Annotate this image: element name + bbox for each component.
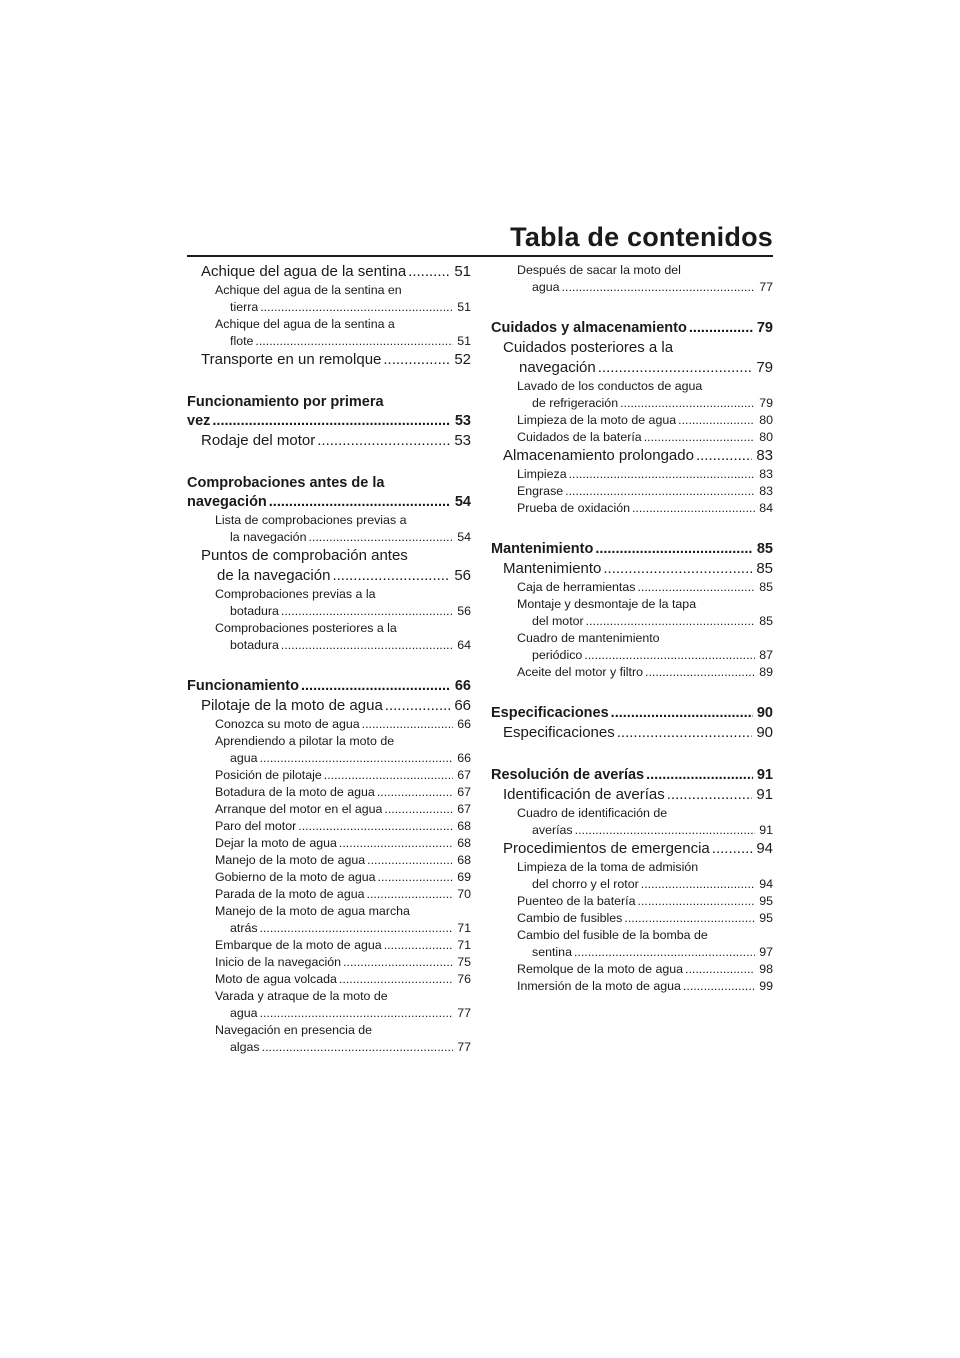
toc-page-number: 51 [454,263,471,280]
toc-page-number: 67 [457,785,471,799]
toc-page-number: 83 [756,447,773,464]
toc-entry[interactable] [489,859,773,893]
toc-entry[interactable] [187,903,471,937]
toc-entry[interactable] [489,785,773,805]
toc-entry-title: botadura [230,638,279,652]
toc-entry-title: Conozca su moto de agua [215,717,360,731]
toc-page-number: 91 [756,786,773,803]
toc-entry-title: Cambio de fusibles [517,911,623,925]
toc-entry-title: Cuidados y almacenamiento [491,320,687,336]
toc-entry-title: del motor [532,614,584,628]
toc-page-number: 83 [759,467,773,481]
toc-page-number: 95 [759,911,773,925]
dot-leader [617,723,753,743]
toc-entry[interactable] [489,500,773,517]
toc-entry[interactable] [187,620,471,654]
dot-leader [367,886,454,903]
toc-page-number: 66 [454,678,471,694]
toc-entry-title: Comprobaciones antes de la [187,475,385,491]
dot-leader [667,785,753,805]
toc-page-number: 79 [756,359,773,376]
toc-page-number: 99 [759,979,773,993]
toc-entry[interactable] [187,886,471,903]
toc-page-number: 71 [457,938,471,952]
toc-entry-title: atrás [230,921,258,935]
dot-leader [641,876,755,893]
toc-entry[interactable] [187,835,471,852]
toc-entry[interactable] [489,893,773,910]
dot-leader [696,446,752,466]
dot-leader [260,920,454,937]
toc-entry-title: Achique del agua de la sentina [201,263,407,280]
toc-entry-title: Inmersión de la moto de agua [517,979,681,993]
toc-entry[interactable] [187,1022,471,1056]
toc-entry[interactable] [187,767,471,784]
toc-entry[interactable] [489,559,773,579]
toc-entry[interactable] [187,869,471,886]
toc-page-number: 85 [756,541,773,557]
toc-page-number: 87 [759,648,773,662]
toc-entry-title: Cuadro de identificación de [517,806,668,820]
dot-leader [611,704,753,723]
toc-page-number: 51 [457,300,471,314]
toc-entry[interactable] [489,630,773,664]
toc-entry-title: Varada y atraque de la moto de [215,989,388,1003]
toc-entry-title: Posición de pilotaje [215,768,322,782]
toc-page-number: 68 [457,836,471,850]
dot-leader [298,818,453,835]
toc-entry[interactable] [489,378,773,412]
toc-entry[interactable] [489,262,773,296]
dot-leader [377,784,453,801]
toc-page-number: 53 [454,432,471,449]
toc-page-number: 75 [457,955,471,969]
toc-page-number: 94 [756,840,773,857]
toc-entry-title: Cuadro de mantenimiento [517,631,660,645]
toc-entry-title: Arranque del motor en el agua [215,802,383,816]
dot-leader [339,835,453,852]
toc-page-number: 91 [759,823,773,837]
toc-entry[interactable] [187,852,471,869]
toc-entry-title: agua [230,1006,258,1020]
toc-entry[interactable] [489,723,773,743]
toc-entry[interactable] [187,696,471,716]
dot-leader [269,493,451,512]
dot-leader [378,869,454,886]
toc-entry-title: Mantenimiento [503,560,602,577]
dot-leader [595,540,753,559]
toc-page-number: 79 [759,396,773,410]
toc-entry-title: Navegación en presencia de [215,1023,373,1037]
dot-leader [598,358,753,378]
toc-page-number: 97 [759,945,773,959]
dot-leader [565,483,755,500]
toc-page-number: 56 [454,567,471,584]
toc-entry[interactable] [489,466,773,483]
toc-entry-title: Montaje y desmontaje de la tapa [517,597,697,611]
toc-entry[interactable] [489,766,773,785]
dot-leader [712,839,753,859]
dot-leader [385,696,451,716]
toc-page-number: 66 [457,751,471,765]
toc-entry[interactable] [187,431,471,451]
toc-entry[interactable] [187,937,471,954]
toc-entry[interactable] [489,596,773,630]
toc-entry-title: navegación [519,359,596,376]
toc-column-left [187,262,471,1056]
dot-leader [685,961,755,978]
toc-entry-title: sentina [532,945,572,959]
toc-page-number: 70 [457,887,471,901]
toc-page-number: 66 [457,717,471,731]
toc-entry-title: de la navegación [217,567,331,584]
toc-entry[interactable] [187,350,471,370]
toc-entry[interactable] [187,474,471,512]
toc-page-number: 77 [457,1040,471,1054]
toc-entry-title: Almacenamiento prolongado [503,447,694,464]
toc-page-number: 67 [457,802,471,816]
toc-entry-title: agua [532,280,560,294]
dot-leader [624,910,755,927]
toc-entry-title: Procedimientos de emergencia [503,840,710,857]
dot-leader [632,500,755,517]
toc-page-number: 80 [759,430,773,444]
toc-page-number: 76 [457,972,471,986]
toc-entry-title: Paro del motor [215,819,297,833]
toc-entry-title: Aceite del motor y filtro [517,665,644,679]
toc-entry-title: Gobierno de la moto de agua [215,870,376,884]
toc-entry[interactable] [489,910,773,927]
toc-entry-title: Especificaciones [503,724,615,741]
dot-leader [683,978,755,995]
dot-leader [362,716,454,733]
toc-page-number: 85 [759,614,773,628]
toc-page-number: 94 [759,877,773,891]
page-title: Tabla de contenidos [510,222,773,252]
toc-entry-title: Cuidados posteriores a la [503,339,674,356]
toc-entry[interactable] [489,319,773,338]
toc-page-number: 90 [756,724,773,741]
toc-entry-title: la navegación [230,530,307,544]
toc-entry-title: Puntos de comprobación antes [201,547,408,564]
toc-entry-title: botadura [230,604,279,618]
toc-entry[interactable] [187,393,471,431]
dot-leader [638,893,756,910]
dot-leader [317,431,450,451]
dot-leader [620,395,755,412]
dot-leader [324,767,453,784]
toc-entry-title: Cuidados de la batería [517,430,642,444]
toc-page-number: 85 [756,560,773,577]
toc-entry[interactable] [187,801,471,818]
toc-entry-title: Dejar la moto de agua [215,836,337,850]
toc-entry-title: algas [230,1040,260,1054]
toc-entry[interactable] [187,784,471,801]
toc-entry[interactable] [489,412,773,429]
toc-entry-title: tierra [230,300,259,314]
toc-page-number: 69 [457,870,471,884]
toc-entry[interactable] [489,961,773,978]
dot-leader [646,766,753,785]
toc-entry-title: Comprobaciones previas a la [215,587,376,601]
toc-entry-title: Moto de agua volcada [215,972,337,986]
toc-page-number: 54 [454,494,471,510]
toc-page-number: 80 [759,413,773,427]
toc-entry-title: Achique del agua de la sentina a [215,317,395,331]
toc-entry[interactable] [187,512,471,546]
toc-page-number: 66 [454,697,471,714]
toc-page-number: 89 [759,665,773,679]
dot-leader [260,299,453,316]
toc-entry-title: Achique del agua de la sentina en [215,283,402,297]
toc-page-number: 77 [759,280,773,294]
toc-entry[interactable] [187,988,471,1022]
toc-page-number: 68 [457,853,471,867]
toc-entry-title: Limpieza de la toma de admisión [517,860,699,874]
dot-leader [212,412,450,431]
dot-leader [575,822,756,839]
dot-leader [637,579,755,596]
toc-entry[interactable] [187,733,471,767]
toc-entry-title: Aprendiendo a pilotar la moto de [215,734,395,748]
toc-entry-title: Engrase [517,484,564,498]
toc-entry[interactable] [489,704,773,723]
toc-page-number: 77 [457,1006,471,1020]
dot-leader [383,350,450,370]
dot-leader [384,937,454,954]
toc-column-right [489,262,773,995]
toc-entry-title: de refrigeración [532,396,619,410]
toc-entry-title: Pilotaje de la moto de agua [201,697,383,714]
toc-entry[interactable] [187,316,471,350]
toc-page-number: 91 [756,767,773,783]
toc-entry-title: Después de sacar la moto del [517,263,681,277]
toc-page-number: 53 [454,413,471,429]
dot-leader [645,664,755,681]
toc-entry-title: vez [187,413,211,429]
toc-entry-title: Funcionamiento por primera [187,394,384,410]
toc-entry[interactable] [489,429,773,446]
toc-entry[interactable] [489,540,773,559]
toc-entry[interactable] [187,546,471,586]
dot-leader [689,319,753,338]
toc-entry[interactable] [489,446,773,466]
toc-entry-title: Inicio de la navegación [215,955,342,969]
toc-entry[interactable] [187,586,471,620]
toc-entry[interactable] [489,483,773,500]
toc-entry-title: Lista de comprobaciones previas a [215,513,407,527]
toc-entry-title: averías [532,823,573,837]
toc-entry-title: Limpieza [517,467,567,481]
toc-entry-title: Caja de herramientas [517,580,636,594]
toc-entry[interactable] [187,716,471,733]
toc-page-number: 95 [759,894,773,908]
toc-entry[interactable] [187,818,471,835]
toc-entry-title: flote [230,334,254,348]
dot-leader [260,750,454,767]
toc-page-number: 52 [454,351,471,368]
toc-entry[interactable] [187,677,471,696]
dot-leader [574,944,755,961]
toc-entry[interactable] [489,338,773,378]
toc-entry-title: Comprobaciones posteriores a la [215,621,397,635]
toc-page-number: 68 [457,819,471,833]
toc-page-number: 84 [759,501,773,515]
dot-leader [644,429,756,446]
toc-entry-title: Funcionamiento [187,678,299,694]
toc-entry[interactable] [489,805,773,839]
dot-leader [584,647,755,664]
toc-page-number: 98 [759,962,773,976]
toc-entry-title: del chorro y el rotor [532,877,639,891]
toc-entry-title: Manejo de la moto de agua [215,853,366,867]
toc-entry-title: Remolque de la moto de agua [517,962,684,976]
toc-entry-title: Prueba de oxidación [517,501,630,515]
toc-entry-title: Parada de la moto de agua [215,887,365,901]
dot-leader [343,954,453,971]
title-divider [187,255,773,257]
toc-entry-title: Limpieza de la moto de agua [517,413,677,427]
toc-entry-title: Puenteo de la batería [517,894,636,908]
toc-entry[interactable] [489,978,773,995]
toc-entry-title: Especificaciones [491,705,609,721]
toc-entry-title: Embarque de la moto de agua [215,938,382,952]
toc-entry[interactable] [489,664,773,681]
toc-entry-title: Manejo de la moto de agua marcha [215,904,410,918]
toc-page-number: 79 [756,320,773,336]
toc-page-number: 83 [759,484,773,498]
dot-leader [562,279,756,296]
toc-page-number: 71 [457,921,471,935]
toc-entry[interactable] [187,262,471,282]
toc-page-number: 90 [756,705,773,721]
toc-entry-title: Resolución de averías [491,767,645,783]
toc-entry-title: navegación [187,494,267,510]
dot-leader [569,466,756,483]
toc-page-number: 67 [457,768,471,782]
dot-leader [339,971,453,988]
dot-leader [678,412,755,429]
toc-entry[interactable] [187,954,471,971]
toc-entry-title: Lavado de los conductos de agua [517,379,703,393]
toc-page-number: 85 [759,580,773,594]
toc-page-number: 54 [457,530,471,544]
toc-entry[interactable] [187,971,471,988]
toc-entry[interactable] [187,282,471,316]
dot-leader [603,559,752,579]
dot-leader [586,613,756,630]
dot-leader [262,1039,454,1056]
dot-leader [332,566,450,586]
dot-leader [367,852,453,869]
dot-leader [255,333,453,350]
toc-entry-title: Identificación de averías [503,786,665,803]
toc-entry-title: Cambio del fusible de la bomba de [517,928,708,942]
toc-entry-title: periódico [532,648,583,662]
dot-leader [301,677,451,696]
toc-page-number: 51 [457,334,471,348]
toc-entry-title: agua [230,751,258,765]
dot-leader [281,603,453,620]
toc-entry-title: Mantenimiento [491,541,594,557]
toc-page-number: 64 [457,638,471,652]
toc-entry-title: Transporte en un remolque [201,351,382,368]
dot-leader [281,637,453,654]
dot-leader [308,529,453,546]
dot-leader [260,1005,454,1022]
toc-entry[interactable] [489,839,773,859]
dot-leader [384,801,453,818]
toc-page-number: 56 [457,604,471,618]
toc-entry[interactable] [489,579,773,596]
toc-entry[interactable] [489,927,773,961]
toc-entry-title: Botadura de la moto de agua [215,785,375,799]
toc-entry-title: Rodaje del motor [201,432,316,449]
dot-leader [408,262,450,282]
